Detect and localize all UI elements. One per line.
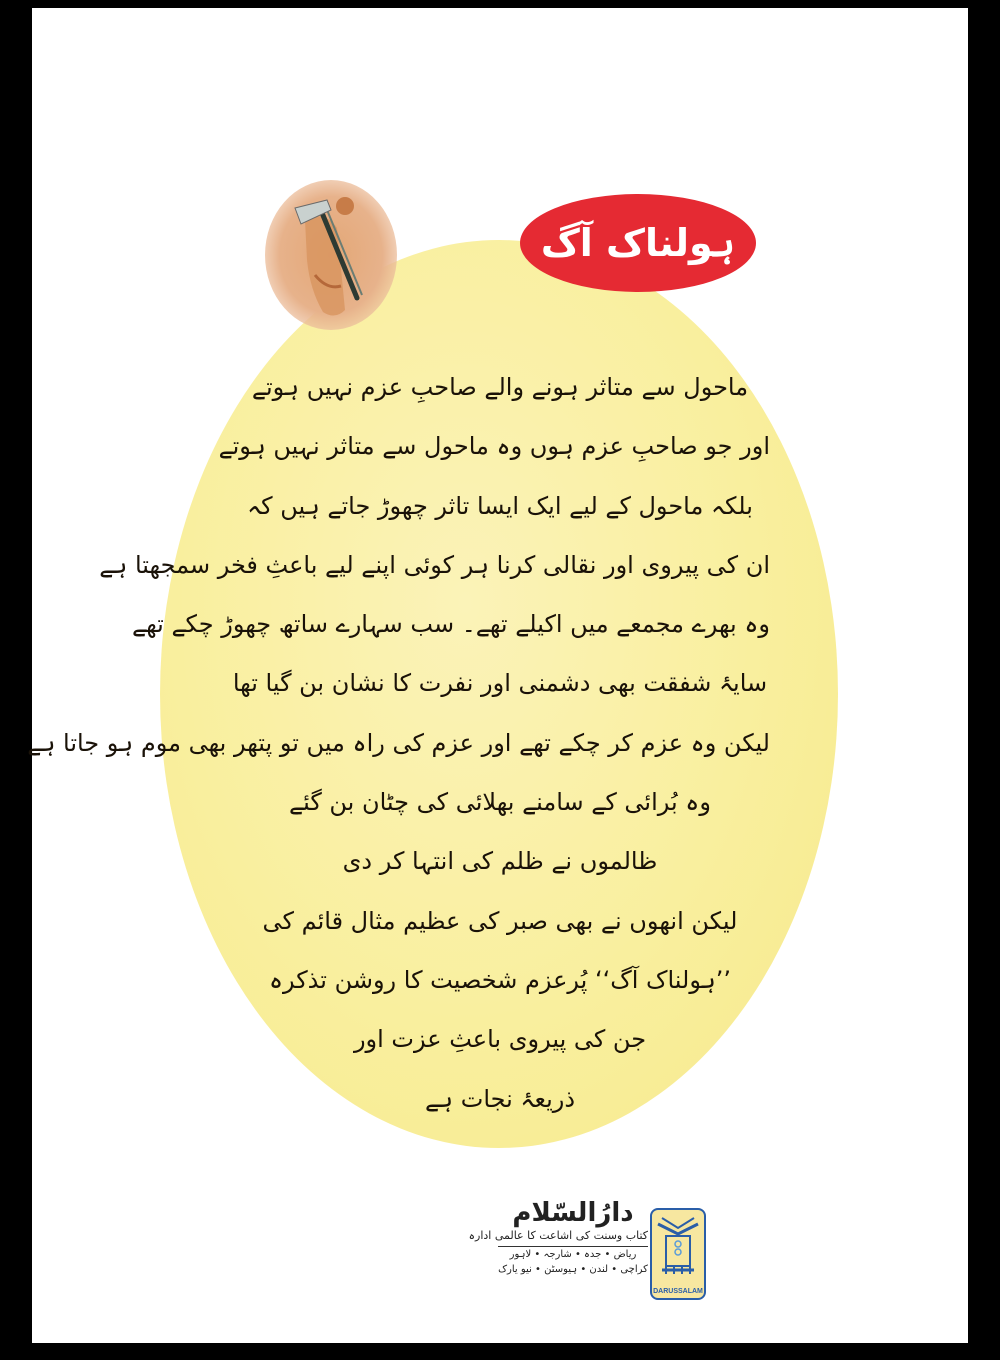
poem-text	[27, 358, 770, 1129]
poem-line: اور جو صاحبِ عزم ہوں وہ ماحول سے متاثر نہیں ہوتے	[218, 432, 770, 461]
poem-line: ظالموں نے ظلم کی انتہا کر دی	[342, 847, 658, 876]
poem-line: بلکہ ماحول کے لیے ایک ایسا تاثر چھوڑ جاتے ہیں کہ	[247, 491, 753, 520]
axe-icon	[265, 180, 397, 330]
axe-hand-illustration	[265, 180, 397, 330]
publisher-cities-line1: ریاض • جدہ • شارجہ • لاہور	[509, 1249, 637, 1260]
poem-line: لیکن وہ عزم کر چکے تھے اور عزم کی راہ میں تو پتھر بھی موم ہو جاتا ہے	[27, 728, 770, 757]
poem-line: جن کی پیروی باعثِ عزت اور	[353, 1025, 647, 1054]
publisher-imprint	[468, 1198, 648, 1277]
poem-line: ’’ہولناک آگ‘‘ پُرعزم شخصیت کا روشن تذکرہ	[268, 965, 732, 994]
poem-line: وہ بھرے مجمعے میں اکیلے تھے۔ سب سہارے ساتھ چھوڑ چکے تھے	[132, 610, 770, 639]
publisher-tagline: کتاب وسنت کی اشاعت کا عالمی ادارہ	[498, 1228, 648, 1247]
logo-caption: DARUSSALAM	[653, 1288, 703, 1295]
poem-line: ان کی پیروی اور نقالی کرنا ہر کوئی اپنے لیے باعثِ فخر سمجھتا ہے	[99, 550, 770, 579]
publisher-name: دارُالسّلام	[512, 1198, 634, 1228]
publisher-cities-line2: کراچی • لندن • ہیوسٹن • نیو یارک	[498, 1264, 648, 1275]
poem-line: لیکن انھوں نے بھی صبر کی عظیم مثال قائم کی	[262, 906, 738, 935]
open-book-icon	[652, 1210, 704, 1282]
poem-line: ذریعۂ نجات ہے	[424, 1084, 576, 1113]
poem-line: وہ بُرائی کے سامنے بھلائی کی چٹان بن گئے	[289, 788, 711, 817]
poem-line: سایۂ شفقت بھی دشمنی اور نفرت کا نشان بن گیا تھا	[232, 669, 768, 698]
title-badge	[520, 194, 756, 292]
book-title: ہولناک آگ	[540, 221, 736, 265]
poem-line: ماحول سے متاثر ہونے والے صاحبِ عزم نہیں ہوتے	[251, 373, 749, 401]
darussalam-logo	[650, 1208, 706, 1300]
